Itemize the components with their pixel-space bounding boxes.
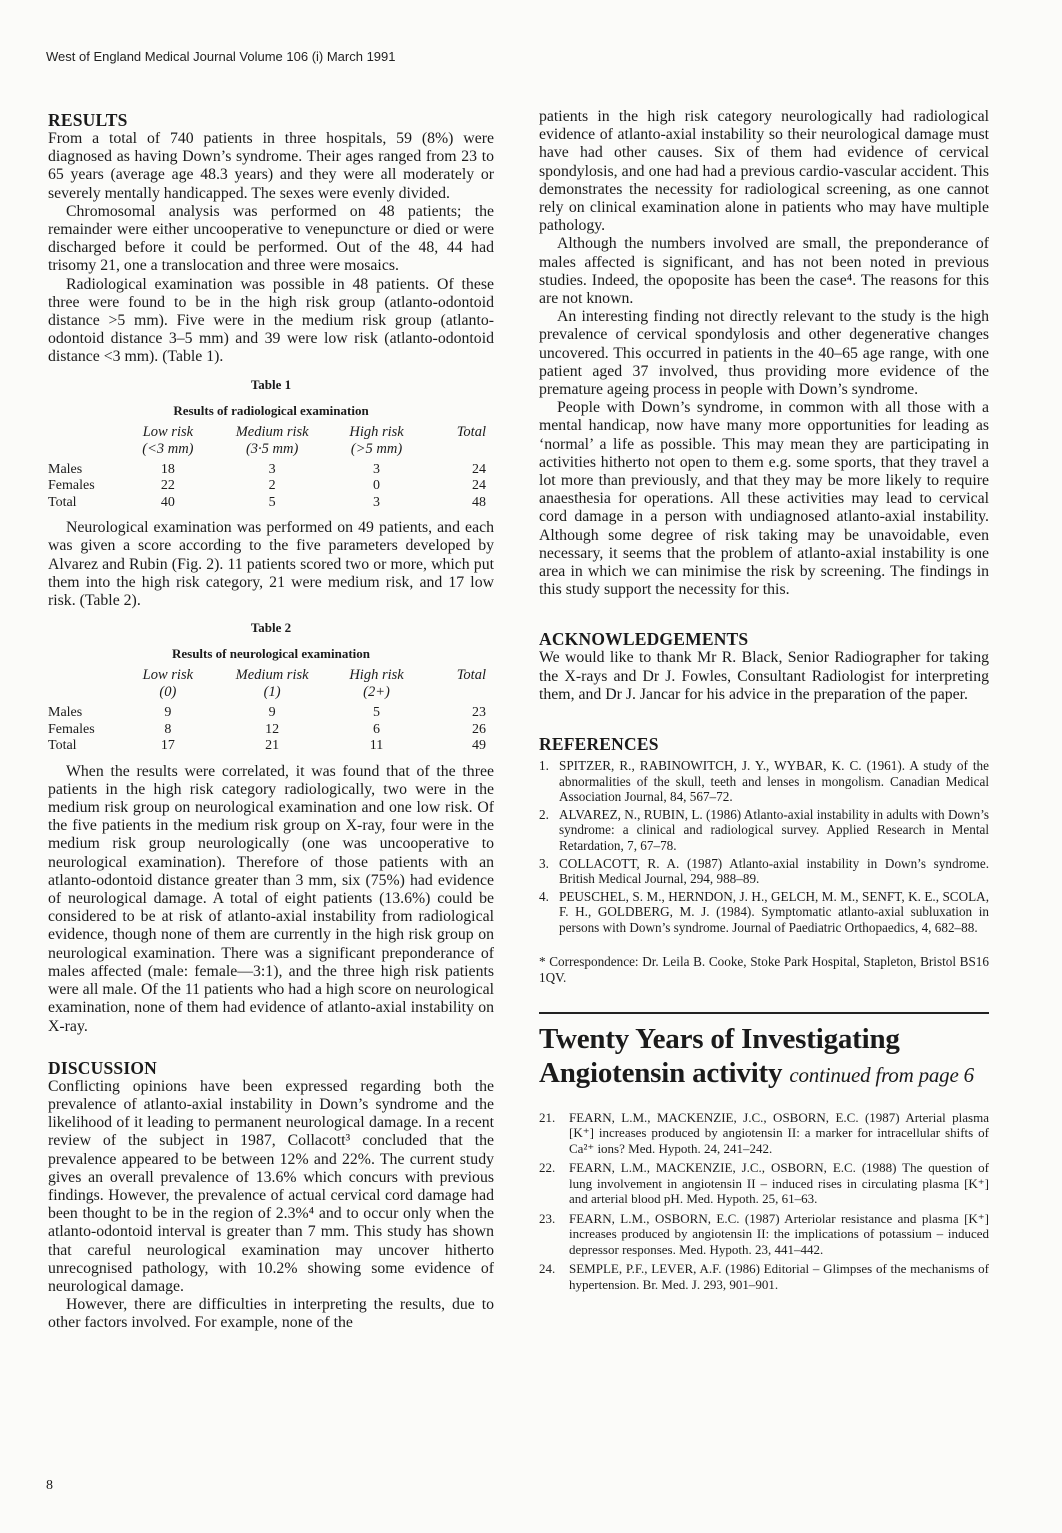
ref-number: 3. [539, 855, 549, 871]
ref-text: PEUSCHEL, S. M., HERNDON, J. H., GELCH, M. M., SENFT, K. E., SCOLA, F. H., GOLDBERG, M. J. (1984). Symptomatic atlanto-axial subluxation in persons with Down’s syndrome. Journal of Paediatric Orthopaedics, 4, 682–88. [559, 888, 989, 936]
table-2-col-header: Total [456, 667, 486, 684]
angiotensin-references-list [539, 1110, 989, 1293]
list-item [539, 1261, 989, 1292]
cell: 2 [268, 478, 276, 494]
cell: 22 [160, 478, 175, 494]
row-label: Males [48, 705, 83, 721]
list-item [539, 807, 989, 854]
acknowledgements-heading: ACKNOWLEDGEMENTS [539, 629, 749, 650]
table-row [48, 722, 494, 739]
table-2-col-subheader [428, 684, 494, 701]
table-row [48, 705, 494, 722]
discussion-heading: DISCUSSION [48, 1057, 157, 1078]
correspondence-note: * Correspondence: Dr. Leila B. Cooke, Stoke Park Hospital, Stapleton, Bristol BS16 1QV. [539, 953, 989, 985]
cell: 3 [373, 461, 381, 477]
ref-number: 23. [539, 1210, 556, 1226]
ref-number: 2. [539, 806, 549, 822]
cell: 11 [369, 738, 384, 754]
row-label: Total [48, 738, 77, 754]
cell: 24 [472, 478, 486, 494]
cell: 9 [268, 705, 276, 721]
table-2-col-subheader: (2+) [363, 684, 390, 701]
table-1-col-header: Total [456, 423, 486, 440]
table-1-col-header: Medium risk [235, 423, 309, 440]
results-heading: RESULTS [48, 110, 128, 130]
discussion-paragraph-3: patients in the high risk category neurologically had radiological evidence of atlanto-axial instability so their neurological damage must have had other causes. Six of them had evidence of cervical spondylosis, and one had had a previous cardio-vascular accident. This demonstrates the necessity for radiological screening, as one cannot rely on clinical examination alone in patients who may have multiple pathology. [539, 108, 989, 235]
table-2-col-header: Low risk [142, 667, 194, 684]
cell: 49 [472, 738, 486, 754]
cell: 5 [268, 494, 276, 510]
cell: 8 [164, 721, 172, 737]
cell: 18 [160, 461, 175, 477]
table-1-col-subheader [428, 441, 494, 458]
acknowledgements-text: We would like to thank Mr R. Black, Senior Radiographer for taking the X-rays and Dr J. Fowles, Consultant Radiologist for interpreting them, and Dr J. Jancar for his advice in the preparation of the paper. [539, 649, 989, 703]
cell: 0 [373, 478, 381, 494]
results-paragraph-3: Radiological examination was possible in 48 patients. Of these three were found to be in the high risk group (atlanto-odontoid distance >5 mm). Five were in the medium risk group (atlanto-odontoid distance 3–5 mm) and 39 were low risk (atlanto-odontoid distance <3 mm). (Table 1). [48, 275, 494, 366]
table-1-caption: Results of radiological examination [173, 402, 369, 418]
ref-text: ALVAREZ, N., RUBIN, L. (1986) Atlanto-axial instability in adults with Down’s syndrome: a clinical and radiological survey. Applied Research in Mental Retardation, 7, 67–78. [559, 806, 989, 854]
ref-text: FEARN, L.M., OSBORN, E.C. (1987) Arteriolar resistance and plasma [K⁺] increases produced by angiotensin II: the implications of potassium – induced depressor responses. Med. Hypoth. 23, 441–442. [569, 1210, 989, 1257]
table-1-col-subheader: (>5 mm) [350, 440, 403, 457]
discussion-paragraph-2: However, there are difficulties in interpreting the results, due to other factors involved. For example, none of the [48, 1296, 494, 1332]
cell: 3 [268, 461, 276, 477]
cell: 24 [472, 461, 486, 477]
ref-number: 1. [539, 758, 549, 774]
ref-text: FEARN, L.M., MACKENZIE, J.C., OSBORN, E.C. (1987) Arterial plasma [K⁺] increases produced by angiotensin II: a marker for intracellular shifts of Ca²⁺ ions? Med. Hypoth. 24, 241–242. [569, 1109, 989, 1156]
table-1-col-subheader: (3·5 mm) [245, 440, 299, 457]
discussion-paragraph-5: An interesting finding not directly relevant to the study is the high prevalence of cervical spondylosis and other degenerative changes uncovered. This occurred in patients in the 40–65 age range, with one patient aged 37 involved, thus providing more evidence of the premature ageing process in people with Down’s syndrome. [539, 308, 989, 399]
row-label: Females [48, 721, 95, 737]
ref-text: COLLACOTT, R. A. (1987) Atlanto-axial instability in Down’s syndrome. British Medical Journal, 294, 988–89. [559, 855, 989, 887]
row-label: Total [48, 494, 77, 510]
table-1-col-header: Low risk [142, 423, 194, 440]
results-paragraph-1: From a total of 740 patients in three hospitals, 59 (8%) were diagnosed as having Down’s syndrome. Their ages ranged from 23 to 65 years (average age 48.3 years) and they were all moderately or severely mentally handicapped. The sexes were evenly divided. [48, 130, 494, 202]
angiotensin-title [539, 1022, 989, 1092]
results-paragraph-2: Chromosomal analysis was performed on 48 patients; the remainder were either uncooperative to venepuncture or died or were discharged before it could be performed. Out of the 48, 44 had trisomy 21, one a translocation and three were mosaics. [48, 202, 494, 275]
list-item [539, 1211, 989, 1258]
angiotensin-title-text: Twenty Years of Investigating Angiotensin activity [539, 1022, 900, 1089]
table-2-label: Table 2 [250, 620, 292, 636]
continued-note: continued from page 6 [789, 1062, 974, 1087]
page-number: 8 [46, 1478, 53, 1493]
table-2-col-header: Medium risk [235, 667, 309, 684]
cell: 23 [472, 705, 486, 721]
table-1-col-subheader: (<3 mm) [142, 440, 194, 457]
table-row [48, 462, 494, 479]
cell: 26 [472, 721, 486, 737]
list-item [539, 1110, 989, 1157]
cell: 5 [373, 705, 381, 721]
journal-header: West of England Medical Journal Volume 106 (i) March 1991 [46, 49, 396, 64]
table-1 [48, 424, 494, 512]
row-label: Males [48, 461, 83, 477]
cell: 17 [160, 738, 175, 754]
ref-text: SPITZER, R., RABINOWITCH, J. Y., WYBAR, K. C. (1961). A study of the abnormalities of the skull, teeth and lenses in mongolism. Canadian Medical Association Journal, 84, 567–72. [559, 758, 989, 805]
cell: 40 [160, 494, 175, 510]
discussion-paragraph-1: Conflicting opinions have been expressed regarding both the prevalence of atlanto-axial instability in Down’s syndrome and the likelihood of it leading to permanent neurological damage. In a recent review of the subject in 1987, Collacott³ concluded that the prevalence appeared to be between 12% and 22%. The current study gives an overall prevalence of 13.6% which concurs with previous findings. However, the prevalence of actual cervical cord damage had been thought to be in the region of 2.3%⁴ and to occur only when the atlanto-odontoid interval is greater than 7 mm. This study has shown that careful neurological examination may uncover hitherto unrecognised pathology, with 10.2% showing some evidence of neurological damage. [48, 1077, 494, 1295]
list-item [539, 758, 989, 805]
section-divider [539, 1012, 989, 1014]
table-2-caption: Results of neurological examination [171, 646, 370, 662]
discussion-paragraph-6: People with Down’s syndrome, in common with all those with a mental handicap, now have many more opportunities for leading as ‘normal’ a life as possible. This may mean they are participating in activities hitherto not open to them e.g. some sports, that they travel a lot more than previously, and that they may be more likely to require anaesthesia for operations. All these activities may lead to cervical cord damage in a person with undiagnosed atlanto-axial instability. Although some degree of risk taking may be unavoidable, even necessary, it seems that the problem of atlanto-axial instability is one area in which we can minimise the risk by screening. The findings in this study support the necessity for this. [539, 399, 989, 599]
table-row [48, 478, 494, 495]
table-row [48, 738, 494, 755]
cell: 21 [265, 738, 280, 754]
ref-number: 24. [539, 1261, 556, 1277]
table-2-col-subheader: (1) [263, 684, 281, 701]
left-column [48, 110, 494, 1333]
discussion-paragraph-4: Although the numbers involved are small, the preponderance of males affected is significant, and has not been noted in previous studies. Indeed, the opoposite has been the case⁴. The reasons for this are not known. [539, 235, 989, 308]
results-paragraph-4: Neurological examination was performed on 49 patients, and each was given a score according to the five parameters developed by Alvarez and Rubin (Fig. 2). 11 patients scored two or more, which put them into the high risk category, 21 were medium risk, and 17 low risk. (Table 2). [48, 519, 494, 609]
ref-number: 21. [539, 1109, 556, 1125]
references-heading: REFERENCES [539, 734, 659, 755]
table-1-col-header: High risk [349, 423, 404, 440]
references-list [539, 758, 989, 936]
list-item [539, 1160, 989, 1207]
row-label: Females [48, 478, 95, 494]
results-paragraph-5: When the results were correlated, it was found that of the three patients in the high risk category radiologically, two were in the medium risk group on neurological examination and one low risk. Of the five patients in the medium risk group on X-ray, four were in the medium risk group neurologically (one was uncooperative to neurological examination). Therefore of those patients with an atlanto-odontoid distance greater than 3 mm, six (75%) had evidence of neurological damage. A total of eight patients (13.6%) could be considered to be at risk of atlanto-axial instability from radiological evidence, though none of them are currently in the high risk group on neurological examination. There was a significant preponderance of males affected (male: female—3:1), and the three high risk patients were all male. Of the 11 patients who had a high score on neurological examination, none of them had evidence of atlanto-axial instability on X-ray. [48, 762, 494, 1035]
cell: 6 [373, 721, 381, 737]
cell: 9 [164, 705, 172, 721]
table-2-col-header: High risk [349, 667, 404, 684]
list-item [539, 889, 989, 936]
ref-number: 4. [539, 888, 549, 904]
cell: 48 [472, 494, 486, 510]
ref-text: SEMPLE, P.F., LEVER, A.F. (1986) Editorial – Glimpses of the mechanisms of hypertension. Br. Med. J. 293, 901–901. [569, 1261, 989, 1292]
ref-text: FEARN, L.M., MACKENZIE, J.C., OSBORN, E.C. (1988) The question of lung involvement in angiotensin II – induced rises in circulating plasma [K⁺] and arterial blood pH. Med. Hypoth. 25, 61–63. [569, 1160, 989, 1207]
table-row [48, 495, 494, 512]
cell: 12 [265, 721, 280, 737]
list-item [539, 856, 989, 887]
table-2 [48, 667, 494, 755]
table-2-col-subheader: (0) [159, 684, 177, 701]
cell: 3 [373, 494, 381, 510]
table-1-label: Table 1 [250, 376, 292, 392]
ref-number: 22. [539, 1160, 556, 1176]
right-column [539, 108, 989, 1296]
